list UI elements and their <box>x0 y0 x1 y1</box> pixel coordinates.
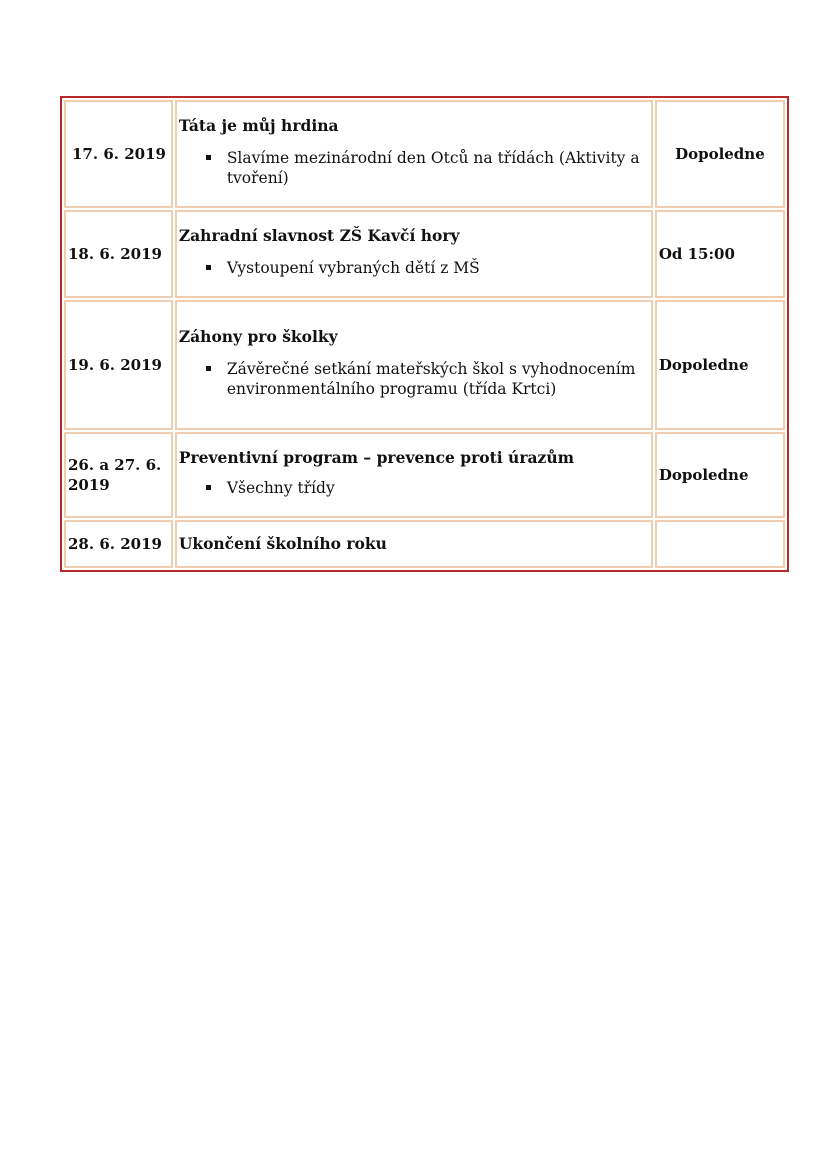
event-title: Preventivní program – prevence proti úrazům <box>178 448 575 467</box>
event-date-text: 26. a 27. 6. 2019 <box>68 456 162 494</box>
event-details <box>175 210 653 298</box>
event-details <box>175 520 653 568</box>
event-date-text: 19. 6. 2019 <box>68 356 162 374</box>
event-time-text: Dopoledne <box>658 356 749 374</box>
event-time-text: Dopoledne <box>675 145 765 163</box>
event-title: Táta je můj hrdina <box>178 116 339 135</box>
event-time <box>655 100 785 208</box>
table-row <box>64 100 785 208</box>
event-time-text: Dopoledne <box>658 466 749 484</box>
event-schedule-table <box>60 96 789 572</box>
event-details <box>175 432 653 518</box>
table-row <box>64 520 785 568</box>
event-time <box>655 210 785 298</box>
event-details <box>175 300 653 430</box>
event-date <box>64 520 173 568</box>
event-title: Ukončení školního roku <box>178 534 387 553</box>
event-bullet-list <box>179 258 649 278</box>
event-title: Zahradní slavnost ZŠ Kavčí hory <box>178 226 460 245</box>
event-title: Záhony pro školky <box>178 327 338 346</box>
event-date <box>64 300 173 430</box>
list-item: Vystoupení vybraných dětí z MŠ <box>179 258 649 278</box>
event-date-text: 18. 6. 2019 <box>68 245 162 263</box>
list-item: Závěrečné setkání mateřských škol s vyhodnocením environmentálního programu (třída Krtci) <box>179 359 649 399</box>
event-bullet-list <box>179 359 649 399</box>
event-date-text: 28. 6. 2019 <box>68 535 162 553</box>
event-date <box>64 210 173 298</box>
event-time <box>655 520 785 568</box>
event-date <box>64 432 173 518</box>
event-details <box>175 100 653 208</box>
event-date <box>64 100 173 208</box>
event-date-text: 17. 6. 2019 <box>72 145 166 163</box>
list-item: Slavíme mezinárodní den Otců na třídách (Aktivity a tvoření) <box>179 148 649 188</box>
table-row <box>64 210 785 298</box>
event-time <box>655 432 785 518</box>
event-time <box>655 300 785 430</box>
list-item: Všechny třídy <box>179 478 649 498</box>
event-time-text: Od 15:00 <box>658 245 735 263</box>
event-bullet-list <box>179 478 649 498</box>
table-row <box>64 432 785 518</box>
event-bullet-list <box>179 148 649 188</box>
table-row <box>64 300 785 430</box>
